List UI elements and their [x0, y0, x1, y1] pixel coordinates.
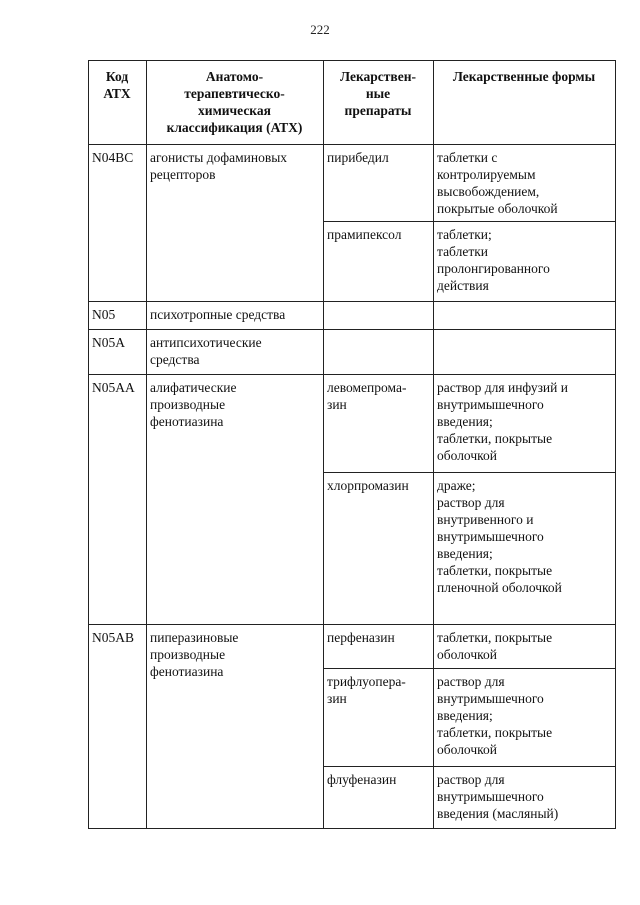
drug-name: [324, 330, 434, 375]
drug-forms: [434, 302, 616, 330]
atx-classification: алифатические производные фенотиазина: [147, 375, 324, 625]
drug-name: прамипексол: [324, 222, 434, 302]
atx-code: N05AB: [89, 625, 147, 829]
atx-classification: психотропные средства: [147, 302, 324, 330]
drug-forms: раствор для внутримышечного введения; таблетки, покрытые оболочкой: [434, 669, 616, 767]
table-row: [89, 330, 616, 375]
drug-name: левомепрома- зин: [324, 375, 434, 473]
atx-code: N05: [89, 302, 147, 330]
atx-classification: агонисты дофаминовых рецепторов: [147, 145, 324, 302]
page-number: 222: [310, 22, 330, 37]
table-row: [89, 625, 616, 669]
table-row: [89, 375, 616, 473]
drug-name: флуфеназин: [324, 767, 434, 829]
drug-forms: таблетки с контролируемым высвобождением, покрытые оболочкой: [434, 145, 616, 222]
drug-forms: раствор для инфузий и внутримышечного введения; таблетки, покрытые оболочкой: [434, 375, 616, 473]
atx-code: N05A: [89, 330, 147, 375]
header-code: Код АТХ: [89, 61, 147, 145]
drug-name: трифлуопера- зин: [324, 669, 434, 767]
drug-forms: раствор для внутримышечного введения (масляный): [434, 767, 616, 829]
drug-forms: таблетки; таблетки пролонгированного действия: [434, 222, 616, 302]
drug-name: пирибедил: [324, 145, 434, 222]
atx-table: [88, 60, 616, 829]
atx-classification: антипсихотические средства: [147, 330, 324, 375]
atx-code: N04BC: [89, 145, 147, 302]
atx-classification: пиперазиновые производные фенотиазина: [147, 625, 324, 829]
atx-code: N05AA: [89, 375, 147, 625]
table-row: [89, 145, 616, 222]
drug-forms: [434, 330, 616, 375]
drug-forms: драже; раствор для внутривенного и внутримышечного введения; таблетки, покрытые пленочной оболочкой: [434, 473, 616, 625]
header-drugs: Лекарствен- ные препараты: [324, 61, 434, 145]
header-classification: Анатомо- терапевтическо- химическая классификация (АТХ): [147, 61, 324, 145]
table-row: [89, 302, 616, 330]
table-header-row: [89, 61, 616, 145]
drug-name: хлорпромазин: [324, 473, 434, 625]
drug-name: [324, 302, 434, 330]
drug-forms: таблетки, покрытые оболочкой: [434, 625, 616, 669]
drug-name: перфеназин: [324, 625, 434, 669]
header-forms: Лекарственные формы: [434, 61, 616, 145]
